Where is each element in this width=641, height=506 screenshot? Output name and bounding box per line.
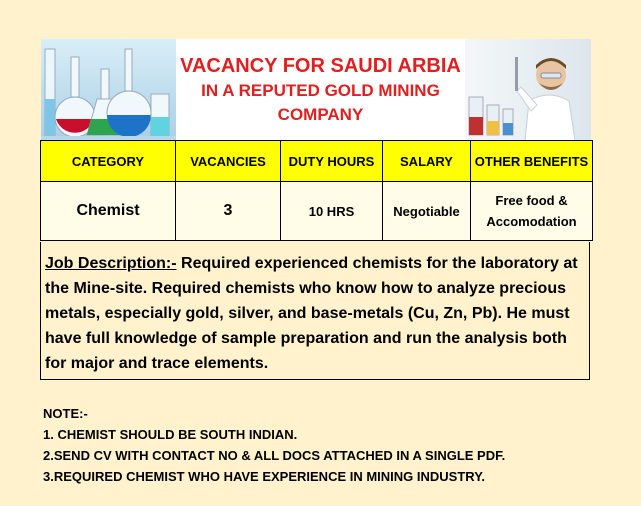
vacancy-table: [40, 140, 593, 241]
note-title: NOTE:-: [43, 406, 88, 421]
note-line-1: 1. CHEMIST SHOULD BE SOUTH INDIAN.: [43, 427, 298, 442]
table-header-row: [41, 141, 593, 182]
header-category: CATEGORY: [41, 141, 176, 182]
title-line-2: IN A REPUTED GOLD MINING: [201, 81, 440, 100]
benefits-line-2: Accomodation: [486, 214, 577, 229]
header-salary: SALARY: [383, 141, 471, 182]
cell-category: Chemist: [41, 182, 176, 241]
poster-header: [41, 39, 591, 141]
cell-duty-hours: 10 HRS: [281, 182, 383, 241]
header-duty-hours: DUTY HOURS: [281, 141, 383, 182]
job-description: [40, 242, 590, 380]
title-line-3: COMPANY: [277, 105, 364, 124]
cell-vacancies: 3: [176, 182, 281, 241]
header-other-benefits: OTHER BENEFITS: [471, 141, 593, 182]
note-section: [43, 403, 623, 487]
header-vacancies: VACANCIES: [176, 141, 281, 182]
title-line-1: VACANCY FOR SAUDI ARBIA: [180, 55, 461, 77]
job-description-label: Job Description:-: [45, 255, 177, 272]
note-line-2: 2.SEND CV WITH CONTACT NO & ALL DOCS ATTACHED IN A SINGLE PDF.: [43, 448, 506, 463]
job-description-text: Required experienced chemists for the laboratory at the Mine-site. Required chemists who know how to analyze precious metals, especially gold, silver, and base-metals (Cu, Zn, Pb). He must have full knowledge of sample preparation and run the analysis both for major and trace elements.: [45, 255, 578, 372]
cell-benefits: [471, 182, 593, 241]
benefits-line-1: Free food &: [495, 193, 568, 208]
table-row: [41, 182, 593, 241]
lab-glassware-image: [41, 39, 176, 141]
cell-salary: Negotiable: [383, 182, 471, 241]
scientist-image: [465, 39, 591, 141]
title-box: [176, 39, 465, 141]
note-line-3: 3.REQUIRED CHEMIST WHO HAVE EXPERIENCE IN MINING INDUSTRY.: [43, 469, 486, 484]
